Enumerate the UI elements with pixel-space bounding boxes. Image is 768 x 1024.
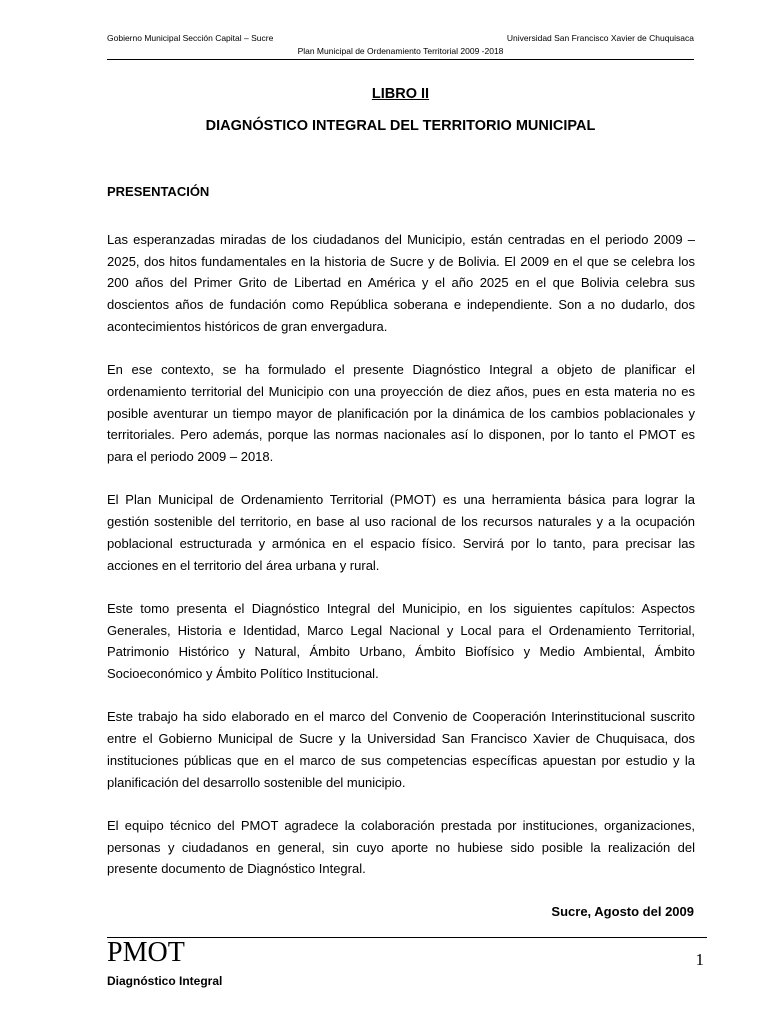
header-divider [107,59,694,60]
paragraph: El Plan Municipal de Ordenamiento Territorial (PMOT) es una herramienta básica para lograr la gestión sostenible del territorio, en base al uso racional de los recursos naturales y a la ocupación poblacional estructurada y armónica en el espacio físico. Servirá por lo tanto, para precisar las acciones en el territorio del área urbana y rural. [107,492,695,573]
footer-logo: PMOT [107,937,185,968]
paragraph: En ese contexto, se ha formulado el presente Diagnóstico Integral a objeto de planificar el ordenamiento territorial del Municipio con una proyección de diez años, pues en esta materia no es posible aventurar un tiempo mayor de planificación por la dinámica de los cambios poblacionales y territoriales. Pero además, porque las normas nacionales así lo disponen, por lo tanto el PMOT es para el periodo 2009 – 2018. [107,362,695,465]
paragraph: Las esperanzadas miradas de los ciudadanos del Municipio, están centradas en el periodo 2009 – 2025, dos hitos fundamentales en la historia de Sucre y de Bolivia. El 2009 en el que se celebra los 200 años del Primer Grito de Libertad en América y el año 2025 en el que Bolivia celebra sus doscientos años de fundación como República soberana e independiente. Son a no dudarlo, dos acontecimientos históricos de gran envergadura. [107,232,695,334]
header-center-text: Plan Municipal de Ordenamiento Territorial 2009 -2018 [297,46,504,56]
signoff: Sucre, Agosto del 2009 [551,904,694,919]
header-right-text: Universidad San Francisco Xavier de Chuquisaca [506,33,694,43]
book-label: LIBRO II [371,86,430,102]
section-heading: PRESENTACIÓN [107,184,210,199]
document-title: DIAGNÓSTICO INTEGRAL DEL TERRITORIO MUNICIPAL [205,118,596,134]
paragraph: El equipo técnico del PMOT agradece la colaboración prestada por instituciones, organizaciones, personas y ciudadanos en general, sin cuyo aporte no hubiese sido posible la realización del presente documento de Diagnóstico Integral. [107,817,695,877]
page-number: 1 [695,950,704,969]
paragraph: Este trabajo ha sido elaborado en el marco del Convenio de Cooperación Interinstitucional suscrito entre el Gobierno Municipal de Sucre y la Universidad San Francisco Xavier de Chuquisaca, dos instituciones públicas que en el marco de sus competencias específicas apuestan por estudio y la planificación del desarrollo sostenible del municipio. [107,709,695,790]
header-left-text: Gobierno Municipal Sección Capital – Sucre [107,33,274,43]
body-text [107,229,695,902]
paragraph: Este tomo presenta el Diagnóstico Integral del Municipio, en los siguientes capítulos: Aspectos Generales, Historia e Identidad, Marco Legal Nacional y Local para el Ordenamiento Territorial, Patrimonio Histórico y Natural, Ámbito Urbano, Ámbito Biofísico y Medio Ambiental, Ámbito Socioeconómico y Ámbito Político Institucional. [107,600,695,682]
footer-divider [107,937,707,938]
footer-subtitle: Diagnóstico Integral [107,974,223,988]
